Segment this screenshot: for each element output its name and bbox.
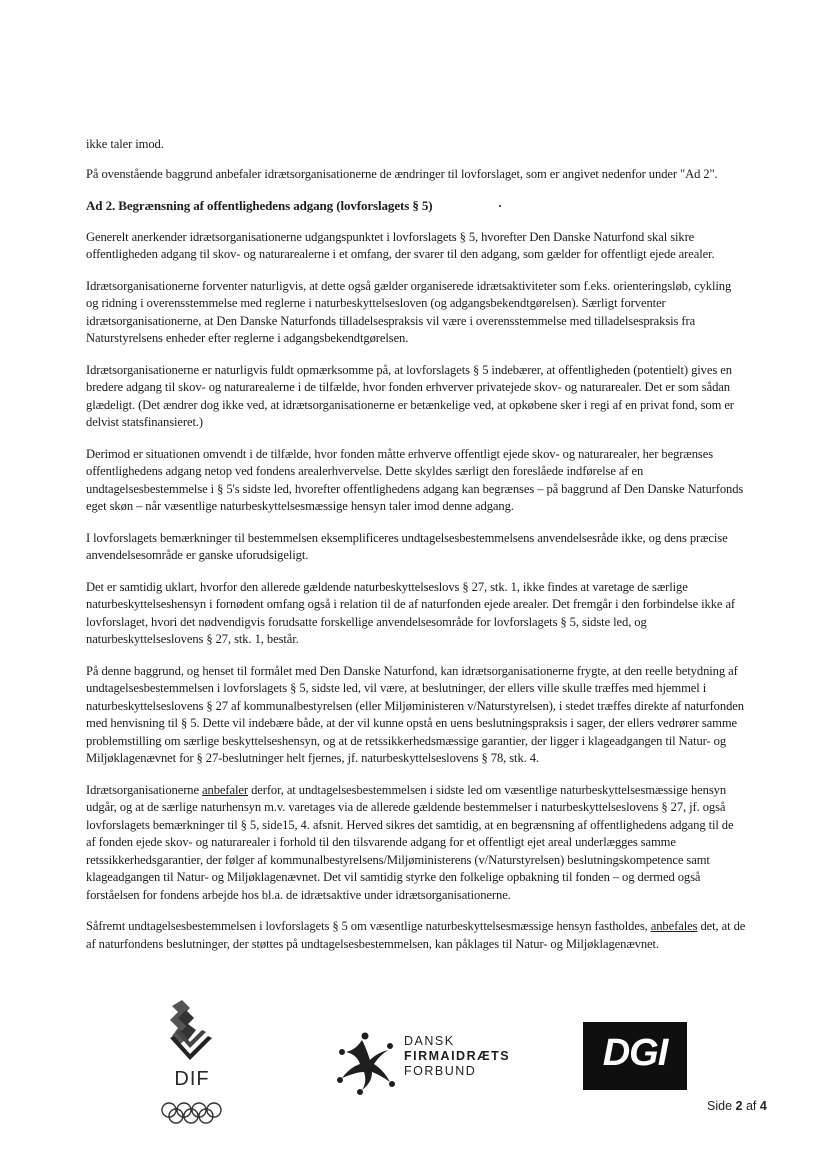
dfif-line: FIRMAIDRÆTS — [404, 1049, 511, 1063]
section-heading: Ad 2. Begrænsning af offentlighedens adgang (lovforslagets § 5) — [86, 198, 433, 213]
dfif-figures-icon — [332, 1030, 398, 1096]
paragraph: På denne baggrund, og henset til formålet med Den Danske Naturfond, kan idrætsorganisationerne frygte, at den reelle betydning af undtagelsesbestemmelsen i lovforslagets § 5, sidste led, vil være, at beslutninger, der ellers ville skulle træffes med hjemmel i naturbeskyttelseslovens § 27 af kommunalbestyrelsen (eller Miljøministeren v/Naturstyrelsen), i stedet træffes direkte af naturfonden med henvisning til § 5. Dette vil indebære både, at der vil kunne opstå en uens beslutningspraksis i sager, der ellers vedrører samme problemstilling om særlige beskyttelseshensyn, og at de retssikkerhedsmæssige garantier, der ligger i klageadgangen til Natur- og Miljøklagenævnet for § 27-beslutninger helt fjernes, jf. naturbeskyttelseslovens § 78, stk. 4. — [86, 663, 744, 765]
text-run: Idrætsorganisationerne — [86, 782, 199, 797]
dfif-wordmark — [404, 1034, 510, 1079]
paragraph: Generelt anerkender idrætsorganisationerne udgangspunktet i lovforslagets § 5, hvorefter Den Danske Naturfond skal sikre offentligheden adgang til skov- og naturarealerne i et omfang, der svarer til den adgang, som gælder for offentligt ejede arealer. — [86, 229, 715, 261]
dgi-logo — [583, 1022, 687, 1090]
scan-speck — [499, 205, 501, 207]
document-body — [86, 136, 746, 967]
page-number — [707, 1099, 767, 1113]
dfif-line: DANSK — [404, 1034, 455, 1048]
footer-logos — [0, 990, 827, 1170]
page-total: 4 — [759, 1099, 767, 1113]
text-run: det, at de af naturfondens beslutninger, der støttes på undtagelsesbestemmelsen, kan påklages til Natur- og Miljøklagenævnet. — [86, 919, 746, 951]
dif-logo — [160, 998, 240, 1130]
paragraph: På ovenstående baggrund anbefaler idrætsorganisationerne de ændringer til lovforslaget, som er angivet nedenfor under "Ad 2". — [86, 166, 718, 181]
paragraph: Idrætsorganisationerne er naturligvis fuldt opmærksomme på, at lovforslagets § 5 indebærer, at offentligheden (potentielt) gives en bredere adgang til skov- og naturarealerne i de tilfælde, hvor fonden erhverver privatejede skov- og naturarealer. Det er som sådan glædeligt. (Det ændrer dog ikke ved, at idrætsorganisationerne er betænkelige ved, at opkøbene sker i regi af en privat fond, som er delvist statsfinansieret.) — [86, 362, 734, 429]
paragraph-final — [86, 918, 746, 953]
paragraph: Idrætsorganisationerne forventer naturligvis, at dette også gælder organiserede idrætsaktiviteter som f.eks. orienteringsløb, cykling og ridning i overensstemmelse med reglerne i naturbeskyttelsesloven (og adgangsbekendtgørelsen). Særligt forventer idrætsorganisationerne, at Den Danske Naturfonds tilladelsespraksis vil være i overensstemmelse med tilladelsespraksis fra Naturstyrelsens enheder efter reglerne i adgangsbekendtgørelsen. — [86, 278, 732, 345]
underlined-text: anbefales — [650, 919, 698, 933]
page-current: 2 — [735, 1099, 743, 1113]
olympic-rings-icon — [160, 1102, 224, 1124]
paragraph: Derimod er situationen omvendt i de tilfælde, hvor fonden måtte erhverve offentligt ejede skov- og naturarealer, her begrænses offentlighedens adgang netop ved fondens arealerhvervelse. Dette skyldes særligt den foreslåede indførelse af en undtagelsesbestemmelse i § 5's sidste led, hvorefter offentlighedens adgang kan begrænses – på baggrund af Den Danske Naturfonds eget skøn – når væsentlige naturbeskyttelsesmæssige hensyn taler imod denne adgang. — [86, 446, 744, 513]
text-run: derfor, at undtagelsesbestemmelsen i sidste led om væsentlige naturbeskyttelsesmæssige hensyn udgår, og at de særlige naturhensyn m.v. varetages via de allerede gældende bestemmelser i naturbeskyttelseslovens § 27, jf. også lovforslagets bemærkninger til § 5, side15, 4. afsnit. Herved sikres det samtidig, at en begrænsning af offentlighedens adgang til de af fonden ejede skov- og naturarealer i forhold til den tilsvarende adgang for et offentligt ejet areal underlægges samme retssikkerhedsgarantier, der følger af kommunalbestyrelsens/Miljøministerens (v/Naturstyrelsen) beslutningskompetence samt klageadgangen til Natur- og Miljøklagenævnet. Det vil samtidig styrke den folkelige opbakning til fonden – og dermed også forståelsen for fondens arbejde hos bl.a. de idrætsaktive under idrætsorganisationerne. — [86, 782, 734, 902]
paragraph: ikke taler imod. — [86, 137, 164, 151]
page-sep: af — [745, 1099, 757, 1113]
underlined-text: anbefaler — [202, 782, 248, 797]
dfif-logo — [332, 1030, 532, 1100]
paragraph-recommendation — [86, 782, 746, 905]
dif-label: DIF — [174, 1068, 210, 1090]
paragraph: Det er samtidig uklart, hvorfor den allerede gældende naturbeskyttelseslovs § 27, stk. 1, ikke findes at varetage de særlige naturbeskyttelseshensyn i fornødent omfang også i relation til de af naturfonden ejede arealer. Det fremgår i den forbindelse ikke af lovforslaget, hvori det nødvendigvis forudsatte forskellige anvendelsesområde for lovforslagets § 5, sidste led, og naturbeskyttelseslovens § 27, stk. 1, består. — [86, 579, 736, 646]
dif-torch-icon — [160, 998, 224, 1068]
dfif-line: FORBUND — [404, 1064, 477, 1078]
text-run: Såfremt undtagelsesbestemmelsen i lovforslagets § 5 om væsentlige naturbeskyttelsesmæssige hensyn fastholdes, — [86, 919, 648, 933]
page-prefix: Side — [707, 1099, 733, 1113]
paragraph: I lovforslagets bemærkninger til bestemmelsen eksemplificeres undtagelsesbestemmelsens anvendelsesråde ikke, og dens præcise anvendelsesområde er ganske uforudsigeligt. — [86, 530, 728, 562]
dgi-label: DGI — [602, 1032, 668, 1074]
